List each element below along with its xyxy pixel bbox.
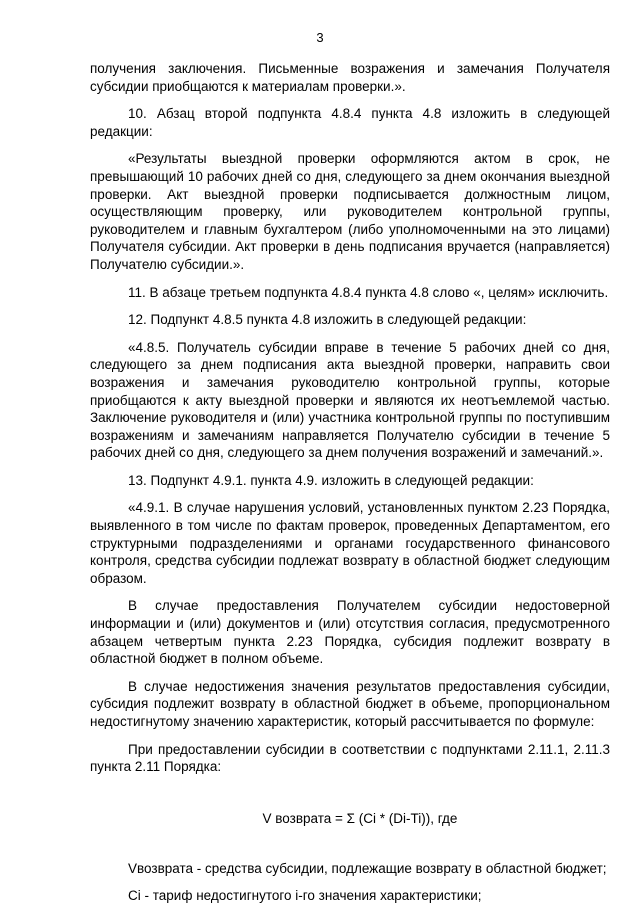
paragraph: В случае предоставления Получателем субсидии недостоверной информации и (или) документов и (или) отсутствия согласия, предусмотренного абзацем четвертым пункта 2.23 Порядка, субсидия подлежит возврату в областной бюджет в полном объеме. <box>90 598 610 667</box>
document-body <box>90 60 610 915</box>
paragraph: Ci - тариф недостигнутого i-го значения характеристики; <box>128 888 482 904</box>
paragraph: При предоставлении субсидии в соответствии с подпунктами 2.11.1, 2.11.3 пункта 2.11 Порядка: <box>90 741 610 775</box>
paragraph: «4.9.1. В случае нарушения условий, установленных пунктом 2.23 Порядка, выявленного в том числе по фактам проверок, проведенных Департаментом, его структурными подразделениями и органами государственного финансового контроля, средства субсидии подлежат возврату в областной бюджет следующим образом. <box>90 500 610 586</box>
page-number: 3 <box>316 30 324 45</box>
paragraph: «Результаты выездной проверки оформляются актом в срок, не превышающий 10 рабочих дней со дня, следующего за днем окончания выездной проверки. Акт выездной проверки подписывается должностным лицом, осуществляющим проверку, или руководителем контрольной группы, руководителем и главным бухгалтером (либо уполномоченными на это лицами) Получателя субсидии. Акт проверки в день подписания вручается (направляется) Получателю субсидии.». <box>90 151 610 272</box>
paragraph: Vвозврата - средства субсидии, подлежащие возврату в областной бюджет; <box>128 860 607 876</box>
formula: V возврата = Σ (Ci * (Di-Ti)), где <box>262 810 458 826</box>
paragraph: 13. Подпункт 4.9.1. пункта 4.9. изложить в следующей редакции: <box>128 472 534 488</box>
paragraph: получения заключения. Письменные возражения и замечания Получателя субсидии приобщаются к материалам проверки.». <box>90 61 610 94</box>
paragraph: 10. Абзац второй подпункта 4.8.4 пункта 4.8 изложить в следующей редакции: <box>90 106 610 139</box>
paragraph: 11. В абзаце третьем подпункта 4.8.4 пункта 4.8 слово «, целям» исключить. <box>128 284 609 300</box>
paragraph: В случае недостижения значения результатов предоставления субсидии, субсидия подлежит возврату в областной бюджет в объеме, пропорциональном недостигнутому значению характеристик, который рассчитывается по формуле: <box>90 678 610 729</box>
paragraph: 12. Подпункт 4.8.5 пункта 4.8 изложить в следующей редакции: <box>128 312 527 328</box>
paragraph: «4.8.5. Получатель субсидии вправе в течение 5 рабочих дней со дня, следующего за днем подписания акта выездной проверки, направить свои возражения и замечания руководителю контрольной группы, которые приобщаются к акту выездной проверки и являются их неотъемлемой частью. Заключение руководителя и (или) участника контрольной группы по поступившим возражениям и замечаниям направляется Получателю субсидии в течение 5 рабочих дней со дня, следующего за днем получения возражений и замечаний.». <box>90 339 610 461</box>
